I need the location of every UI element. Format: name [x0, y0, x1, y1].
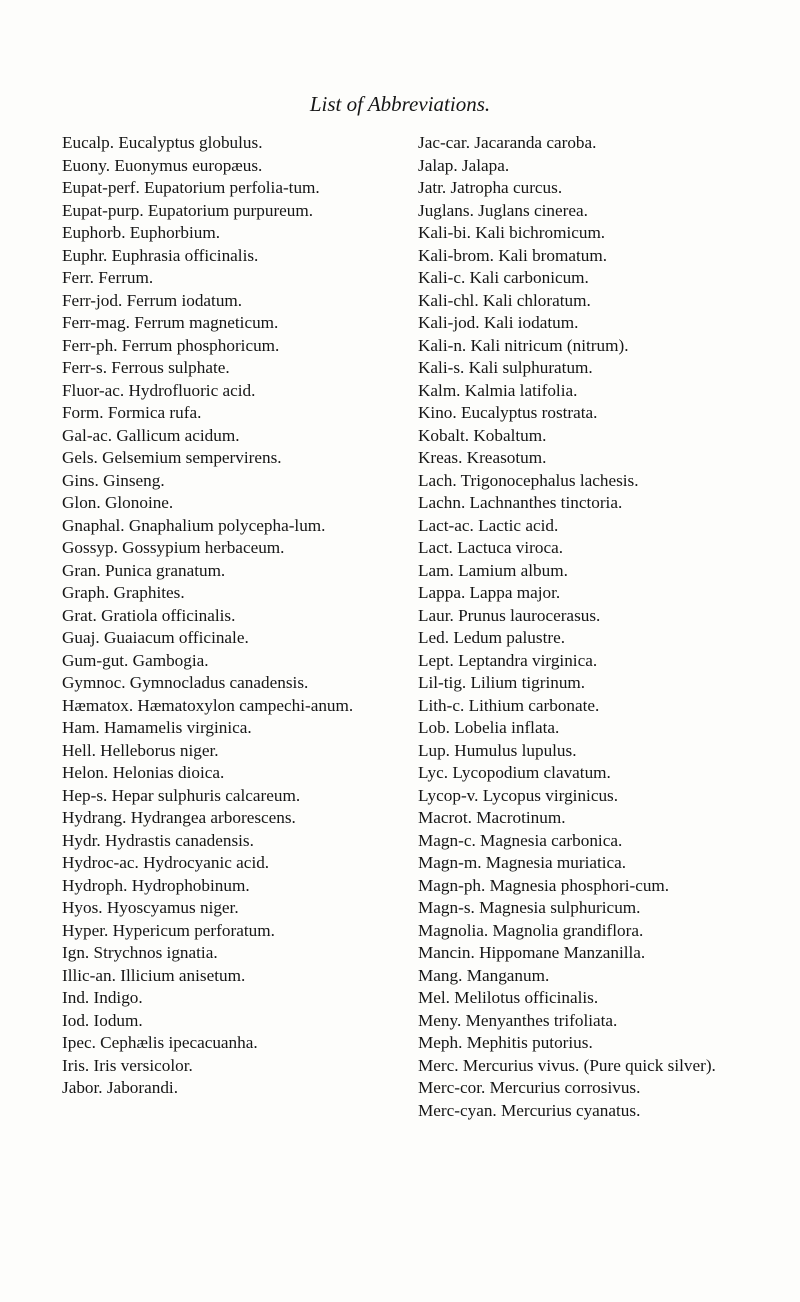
abbreviation-entry: Gymnoc. Gymnocladus canadensis.	[62, 673, 309, 692]
abbreviation-entry: Gels. Gelsemium sempervirens.	[62, 448, 282, 467]
abbreviation-entry: Iris. Iris versicolor.	[62, 1055, 193, 1075]
abbreviation-entry: Kreas. Kreasotum.	[418, 448, 547, 467]
abbreviation-entry: Magn-ph. Magnesia phosphori-cum.	[418, 875, 670, 895]
abbreviation-entry: Fluor-ac. Hydrofluoric acid.	[62, 380, 256, 400]
abbreviation-entry: Eucalp. Eucalyptus globulus.	[62, 133, 263, 152]
abbreviation-entry: Glon. Glonoine.	[62, 493, 174, 512]
abbreviation-entry: Gossyp. Gossypium herbaceum.	[62, 538, 285, 557]
abbreviation-entry: Ham. Hamamelis virginica.	[62, 718, 252, 737]
abbreviation-entry: Hydrang. Hydrangea arborescens.	[62, 808, 296, 827]
abbreviation-entry: Euphr. Euphrasia officinalis.	[62, 245, 259, 265]
abbreviation-entry: Merc-cyan. Mercurius cyanatus.	[418, 1100, 641, 1120]
abbreviation-entry: Lept. Leptandra virginica.	[418, 650, 598, 670]
abbreviation-entry: Jatr. Jatropha curcus.	[418, 178, 563, 197]
abbreviation-entry: Hydr. Hydrastis canadensis.	[62, 830, 254, 850]
abbreviation-entry: Ferr-ph. Ferrum phosphoricum.	[62, 335, 280, 355]
abbreviation-entry: Meny. Menyanthes trifoliata.	[418, 1010, 618, 1030]
abbreviation-entry: Kali-c. Kali carbonicum.	[418, 268, 589, 287]
abbreviation-entry: Hydroph. Hydrophobinum.	[62, 875, 250, 895]
abbreviation-entry: Gal-ac. Gallicum acidum.	[62, 425, 240, 445]
page-header: List of Abbreviations.	[309, 92, 491, 116]
right-column	[418, 132, 752, 1122]
abbreviation-entry: Led. Ledum palustre.	[418, 628, 566, 647]
abbreviation-entry: Kali-chl. Kali chloratum.	[418, 290, 591, 310]
abbreviation-entry: Jac-car. Jacaranda caroba.	[418, 133, 597, 152]
abbreviation-entry: Ipec. Cephælis ipecacuanha.	[62, 1033, 258, 1052]
abbreviation-entry: Laur. Prunus laurocerasus.	[418, 605, 601, 625]
abbreviation-entry: Ferr-s. Ferrous sulphate.	[62, 358, 230, 377]
abbreviation-entry: Kalm. Kalmia latifolia.	[418, 380, 578, 400]
abbreviation-entry: Graph. Graphites.	[62, 583, 185, 602]
abbreviation-entry: Magn-c. Magnesia carbonica.	[418, 830, 623, 850]
left-column	[62, 132, 392, 1100]
abbreviation-entry: Gum-gut. Gambogia.	[62, 650, 209, 670]
abbreviation-entry: Hyos. Hyoscyamus niger.	[62, 898, 239, 917]
abbreviation-entry: Illic-an. Illicium anisetum.	[62, 965, 246, 985]
abbreviation-entry: Ferr. Ferrum.	[62, 268, 154, 287]
abbreviation-entry: Lact-ac. Lactic acid.	[418, 515, 559, 535]
abbreviation-entry: Juglans. Juglans cinerea.	[418, 200, 588, 220]
abbreviation-entry: Kali-brom. Kali bromatum.	[418, 245, 608, 265]
abbreviation-entry: Ind. Indigo.	[62, 988, 143, 1007]
abbreviation-entry: Merc. Mercurius vivus. (Pure quick silver).	[418, 1055, 716, 1075]
abbreviation-entry: Lachn. Lachnanthes tinctoria.	[418, 493, 623, 512]
abbreviation-entry: Euphorb. Euphorbium.	[62, 223, 221, 242]
abbreviation-entry: Jalap. Jalapa.	[418, 155, 510, 175]
abbreviation-entry: Gnaphal. Gnaphalium polycepha-lum.	[62, 515, 326, 535]
abbreviation-entry: Lil-tig. Lilium tigrinum.	[418, 673, 586, 692]
abbreviation-entry: Kino. Eucalyptus rostrata.	[418, 403, 598, 422]
abbreviation-entry: Eupat-perf. Eupatorium perfolia-tum.	[62, 178, 320, 197]
abbreviation-entry: Lob. Lobelia inflata.	[418, 718, 560, 737]
abbreviation-entry: Lith-c. Lithium carbonate.	[418, 695, 600, 715]
abbreviation-entry: Gran. Punica granatum.	[62, 560, 226, 580]
abbreviation-entry: Magn-s. Magnesia sulphuricum.	[418, 898, 641, 917]
abbreviation-entry: Lycop-v. Lycopus virginicus.	[418, 785, 619, 805]
abbreviation-entry: Lup. Humulus lupulus.	[418, 740, 577, 760]
abbreviation-entry: Grat. Gratiola officinalis.	[62, 605, 236, 625]
abbreviation-entry: Euony. Euonymus europæus.	[62, 155, 263, 175]
abbreviation-entry: Kobalt. Kobaltum.	[418, 425, 547, 445]
abbreviation-entry: Meph. Mephitis putorius.	[418, 1033, 593, 1052]
abbreviation-entry: Kali-bi. Kali bichromicum.	[418, 223, 606, 242]
abbreviation-entry: Mancin. Hippomane Manzanilla.	[418, 943, 646, 962]
abbreviation-entry: Form. Formica rufa.	[62, 403, 202, 422]
abbreviation-entry: Eupat-purp. Eupatorium purpureum.	[62, 200, 314, 220]
abbreviation-entry: Mel. Melilotus officinalis.	[418, 988, 599, 1007]
abbreviation-entry: Ferr-mag. Ferrum magneticum.	[62, 313, 279, 332]
abbreviation-entry: Lappa. Lappa major.	[418, 583, 561, 602]
abbreviation-entry: Lach. Trigonocephalus lachesis.	[418, 470, 639, 490]
abbreviation-entry: Magnolia. Magnolia grandiflora.	[418, 920, 644, 940]
abbreviation-entry: Ferr-jod. Ferrum iodatum.	[62, 290, 243, 310]
abbreviation-entry: Gins. Ginseng.	[62, 470, 165, 490]
abbreviation-entry: Lam. Lamium album.	[418, 560, 568, 580]
abbreviation-entry: Hæmatox. Hæmatoxylon campechi-anum.	[62, 695, 354, 715]
abbreviation-entry: Kali-jod. Kali iodatum.	[418, 313, 579, 332]
abbreviation-entry: Mang. Manganum.	[418, 965, 550, 985]
abbreviation-entry: Iod. Iodum.	[62, 1010, 143, 1030]
abbreviation-entry: Kali-n. Kali nitricum (nitrum).	[418, 335, 629, 355]
abbreviation-entry: Lyc. Lycopodium clavatum.	[418, 763, 611, 782]
abbreviation-entry: Hell. Helleborus niger.	[62, 740, 219, 760]
abbreviation-entry: Merc-cor. Mercurius corrosivus.	[418, 1078, 641, 1097]
abbreviation-entry: Hyper. Hypericum perforatum.	[62, 920, 275, 940]
abbreviation-entry: Hydroc-ac. Hydrocyanic acid.	[62, 853, 270, 872]
abbreviation-entry: Magn-m. Magnesia muriatica.	[418, 853, 627, 872]
abbreviation-entry: Lact. Lactuca viroca.	[418, 538, 564, 557]
abbreviation-entry: Ign. Strychnos ignatia.	[62, 943, 218, 962]
abbreviation-entry: Macrot. Macrotinum.	[418, 808, 566, 827]
abbreviation-entry: Hep-s. Hepar sulphuris calcareum.	[62, 785, 301, 805]
abbreviation-entry: Jabor. Jaborandi.	[62, 1078, 178, 1097]
abbreviation-entry: Guaj. Guaiacum officinale.	[62, 628, 249, 647]
abbreviation-entry: Kali-s. Kali sulphuratum.	[418, 358, 593, 377]
abbreviation-entry: Helon. Helonias dioica.	[62, 763, 225, 782]
